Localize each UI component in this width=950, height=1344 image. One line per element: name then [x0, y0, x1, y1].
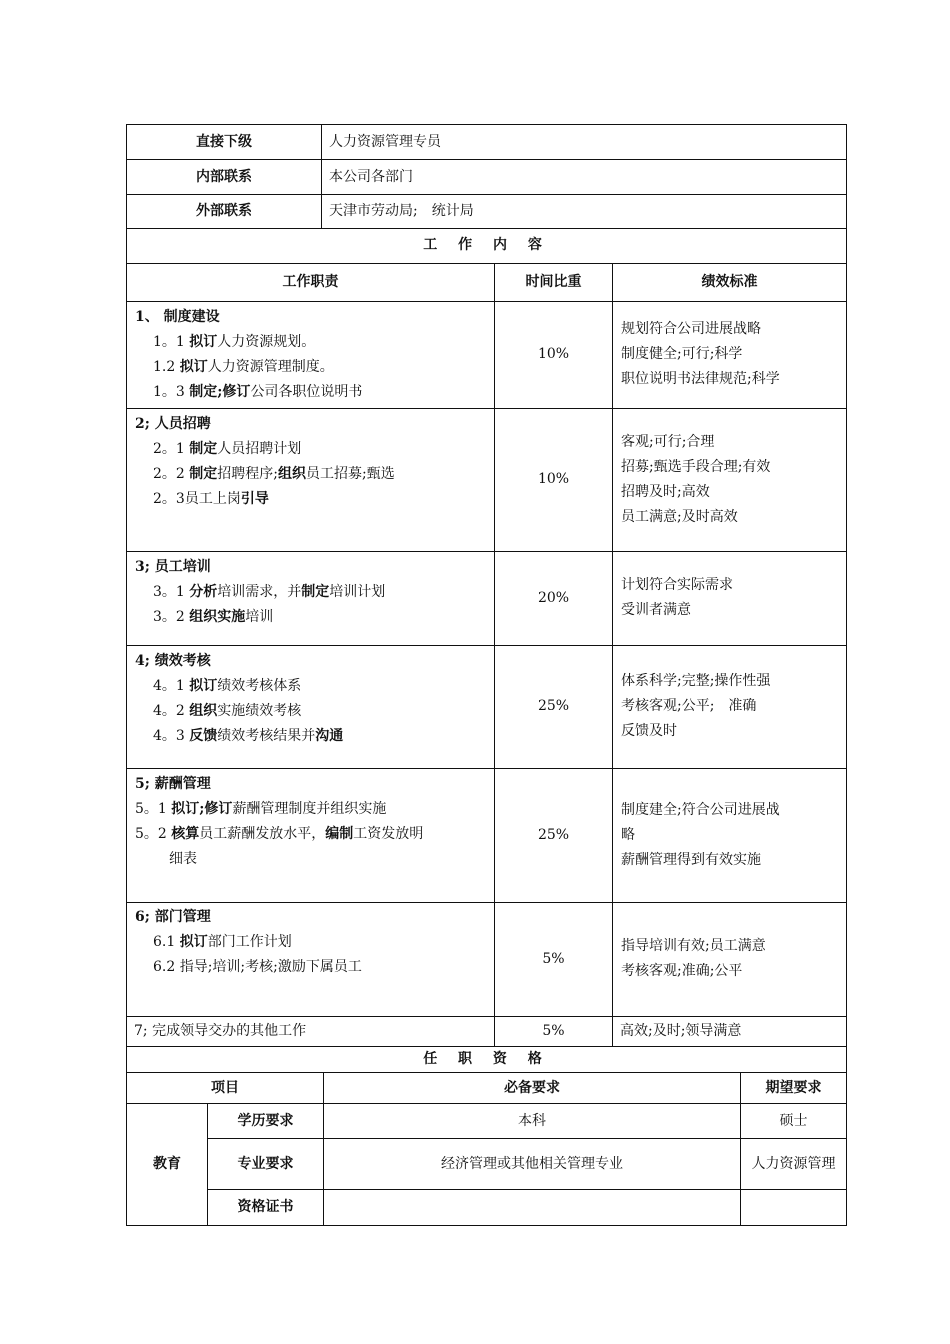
duty-title: 2; 人员招聘 — [135, 415, 211, 432]
ratio-cell: 10% — [495, 408, 613, 551]
col-required-header: 必备要求 — [324, 1073, 741, 1104]
qual-row-degree — [127, 1104, 847, 1139]
standard-line: 略 — [621, 826, 635, 843]
duty-item-text: 拟订;修订 — [171, 800, 233, 817]
subordinate-label: 直接下级 — [127, 125, 322, 160]
ratio-cell: 25% — [495, 768, 613, 902]
standard-line: 客观;可行;合理 — [621, 433, 715, 450]
duty-item — [135, 330, 488, 355]
duty-item-text: 1.2 — [153, 358, 180, 375]
duty-title: 1、 制度建设 — [135, 308, 220, 325]
standard-other: 高效;及时;领导满意 — [613, 1016, 847, 1046]
col-duty-header: 工作职责 — [127, 263, 495, 301]
qual-section-title: 任 职 资 格 — [127, 1047, 847, 1073]
duty-item-text: 制定 — [189, 440, 218, 457]
standard-line: 考核客观;公平; 准确 — [621, 698, 757, 714]
duty-item-text: 绩效考核结果并 — [217, 727, 316, 744]
duty-item — [135, 580, 488, 605]
work-row — [127, 645, 847, 768]
standard-line: 计划符合实际需求 — [621, 577, 733, 593]
job-description-sheet — [126, 124, 846, 1226]
duty-item — [135, 674, 488, 699]
work-table — [126, 229, 847, 1047]
duty-item-text: 组织 — [277, 465, 306, 482]
standard-line: 规划符合公司进展战略 — [621, 321, 761, 337]
duty-item-text: 制定;修订 — [189, 383, 251, 400]
col-ratio-header: 时间比重 — [495, 263, 613, 301]
duty-item — [135, 487, 488, 512]
col-standard-header: 绩效标准 — [613, 263, 847, 301]
duty-item-text: 拟订 — [189, 333, 218, 350]
standard-line: 考核客观;准确;公平 — [621, 963, 743, 979]
duty-item-text: 1。3 — [153, 383, 190, 400]
duty-item-text: 员工薪酬发放水平， — [199, 825, 326, 842]
qual-row-major — [127, 1139, 847, 1190]
certificate-label: 资格证书 — [208, 1190, 324, 1226]
duty-item-text: 招聘程序; — [217, 465, 278, 482]
standard-line: 招聘及时;高效 — [621, 483, 710, 500]
duty-item — [135, 847, 488, 872]
duty-item-text: 分析 — [189, 583, 218, 600]
duty-cell — [127, 301, 495, 408]
standard-line: 职位说明书法律规范;科学 — [621, 371, 780, 387]
standard-line: 薪酬管理得到有效实施 — [621, 851, 761, 868]
ratio-cell: 10% — [495, 301, 613, 408]
duty-item-text: 实施绩效考核 — [217, 702, 302, 719]
duty-item — [135, 437, 488, 462]
duty-item-text: 4。3 — [153, 727, 190, 744]
duty-item-text: 工资发放明 — [353, 825, 424, 842]
ratio-cell: 20% — [495, 551, 613, 645]
duty-item-text: 人力资源规划。 — [217, 333, 316, 350]
external-label: 外部联系 — [127, 195, 322, 229]
degree-required: 本科 — [324, 1104, 741, 1139]
duty-item — [135, 380, 488, 405]
qual-row-certificate — [127, 1190, 847, 1226]
duty-cell — [127, 408, 495, 551]
duty-item-text: 制定 — [189, 465, 218, 482]
duty-item-text: 培训计划 — [329, 583, 386, 600]
duty-item-text: 制定 — [301, 583, 330, 600]
degree-expected: 硕士 — [741, 1104, 847, 1139]
qualification-table — [126, 1047, 847, 1227]
duty-item-text: 4。2 — [153, 702, 190, 719]
duty-item-text: 2。1 — [153, 440, 190, 457]
duty-item — [135, 724, 488, 749]
duty-item — [135, 822, 488, 847]
standard-cell — [613, 301, 847, 408]
duty-item-text: 培训需求，并 — [217, 583, 302, 600]
work-rows — [127, 301, 847, 1016]
standard-line: 员工满意;及时高效 — [621, 508, 738, 525]
major-expected: 人力资源管理 — [741, 1139, 847, 1190]
standard-cell — [613, 902, 847, 1016]
duty-item-text: 人力资源管理制度。 — [207, 358, 334, 375]
work-row-other — [127, 1016, 847, 1046]
duty-item-text: 拟订 — [189, 677, 218, 694]
col-item-header: 项目 — [127, 1073, 324, 1104]
duty-item-text: 员工招募;甄选 — [305, 465, 395, 482]
duty-title: 3; 员工培训 — [135, 558, 211, 575]
info-row-subordinate — [127, 125, 847, 160]
subordinate-value: 人力资源管理专员 — [322, 125, 847, 160]
work-row — [127, 551, 847, 645]
duty-item-text: 人员招聘计划 — [217, 440, 302, 457]
duty-item-text: 组织 — [189, 702, 218, 719]
work-section-header — [127, 229, 847, 263]
duty-title: 4; 绩效考核 — [135, 652, 211, 669]
duty-item-text: 2。3员工上岗 — [153, 490, 241, 507]
certificate-expected — [741, 1190, 847, 1226]
duty-item-text: 薪酬管理制度并组织实施 — [232, 800, 387, 817]
duty-item — [135, 355, 488, 380]
standard-cell — [613, 551, 847, 645]
duty-item — [135, 699, 488, 724]
duty-item-text: 部门工作计划 — [207, 933, 292, 950]
duty-item — [135, 605, 488, 630]
duty-item-text: 拟订 — [179, 358, 208, 375]
duty-cell — [127, 902, 495, 1016]
standard-line: 受训者满意 — [621, 602, 691, 618]
duty-item-text: 3。2 — [153, 608, 190, 625]
ratio-cell: 25% — [495, 645, 613, 768]
work-row — [127, 301, 847, 408]
duty-item — [135, 930, 488, 955]
duty-item-text: 拟订 — [179, 933, 208, 950]
standard-cell — [613, 408, 847, 551]
internal-label: 内部联系 — [127, 160, 322, 195]
edu-label: 教育 — [127, 1104, 208, 1226]
work-section-title: 工 作 内 容 — [127, 229, 847, 263]
standard-line: 体系科学;完整;操作性强 — [621, 673, 771, 689]
ratio-other: 5% — [495, 1016, 613, 1046]
duty-item — [135, 797, 488, 822]
duty-item-text: 4。1 — [153, 677, 190, 694]
duty-item-text: 5。1 — [135, 800, 172, 817]
duty-item-text: 1。1 — [153, 333, 190, 350]
duty-item-text: 公司各职位说明书 — [250, 383, 363, 400]
duty-item-text: 沟通 — [315, 727, 344, 744]
work-row — [127, 408, 847, 551]
duty-item-text: 反馈 — [189, 727, 218, 744]
info-row-external — [127, 195, 847, 229]
duty-item-text: 6.1 — [153, 933, 180, 950]
duty-item-text: 绩效考核体系 — [217, 677, 302, 694]
duty-item-text: 细表 — [169, 850, 197, 867]
standard-line: 指导培训有效;员工满意 — [621, 938, 766, 954]
qual-section-header — [127, 1047, 847, 1073]
duty-title: 5; 薪酬管理 — [135, 775, 211, 792]
external-value: 天津市劳动局; 统计局 — [322, 195, 847, 229]
ratio-cell: 5% — [495, 902, 613, 1016]
work-column-headers — [127, 263, 847, 301]
major-required: 经济管理或其他相关管理专业 — [324, 1139, 741, 1190]
info-table — [126, 124, 847, 229]
duty-item-text: 组织实施 — [189, 608, 246, 625]
standard-line: 制度健全;可行;科学 — [621, 346, 743, 362]
duty-other: 7; 完成领导交办的其他工作 — [127, 1016, 495, 1046]
degree-label: 学历要求 — [208, 1104, 324, 1139]
duty-cell — [127, 768, 495, 902]
standard-cell — [613, 645, 847, 768]
standard-cell — [613, 768, 847, 902]
duty-item-text: 编制 — [325, 825, 354, 842]
duty-item-text: 2。2 — [153, 465, 190, 482]
duty-cell — [127, 551, 495, 645]
duty-item-text: 6.2 指导;培训;考核;激励下属员工 — [153, 958, 362, 975]
duty-item-text: 3。1 — [153, 583, 190, 600]
certificate-required — [324, 1190, 741, 1226]
duty-title: 6; 部门管理 — [135, 908, 211, 925]
duty-item — [135, 462, 488, 487]
duty-item-text: 核算 — [171, 825, 200, 842]
col-expected-header: 期望要求 — [741, 1073, 847, 1104]
standard-line: 反馈及时 — [621, 723, 677, 739]
duty-cell — [127, 645, 495, 768]
work-row — [127, 902, 847, 1016]
major-label: 专业要求 — [208, 1139, 324, 1190]
duty-item-text: 培训 — [245, 608, 274, 625]
work-row — [127, 768, 847, 902]
qual-column-headers — [127, 1073, 847, 1104]
info-row-internal — [127, 160, 847, 195]
duty-item-text: 引导 — [240, 490, 269, 507]
standard-line: 制度建全;符合公司进展战 — [621, 801, 780, 818]
standard-line: 招募;甄选手段合理;有效 — [621, 458, 771, 475]
internal-value: 本公司各部门 — [322, 160, 847, 195]
duty-item-text: 5。2 — [135, 825, 172, 842]
duty-item — [135, 955, 488, 980]
